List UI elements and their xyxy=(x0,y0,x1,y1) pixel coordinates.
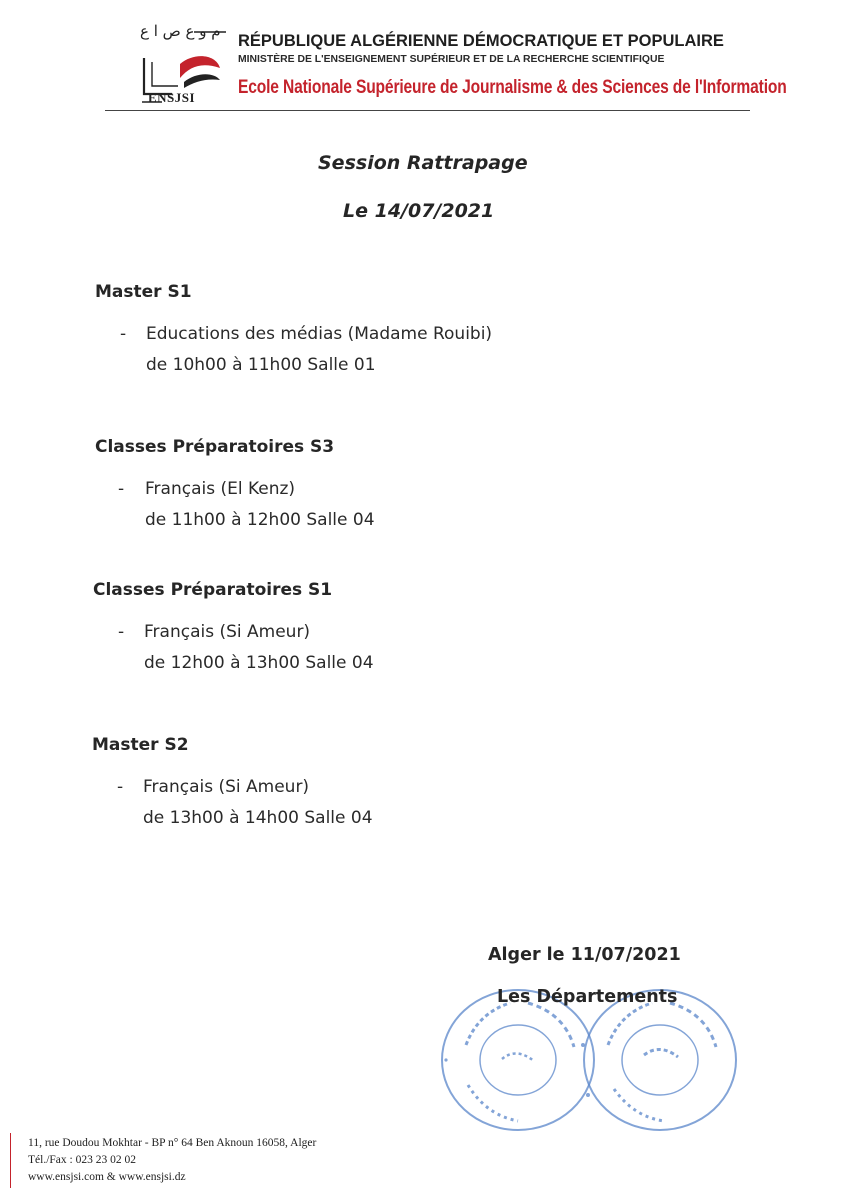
exam-subject: Educations des médias (Madame Rouibi) xyxy=(146,324,493,344)
logo-arabic-text: م و ع ص ا ع xyxy=(140,22,221,40)
signature-departments: Les Départements xyxy=(497,987,678,1007)
footer-address: 11, rue Doudou Mokhtar - BP n° 64 Ben Aknoun 16058, Alger xyxy=(28,1137,317,1149)
logo-acronym: ENSJSI xyxy=(148,90,196,105)
exam-schedule: de 12h00 à 13h00 Salle 04 xyxy=(144,653,374,673)
signature-place-date: Alger le 11/07/2021 xyxy=(488,945,681,965)
list-bullet: - xyxy=(118,479,125,499)
list-bullet: - xyxy=(117,777,124,797)
list-bullet: - xyxy=(120,324,127,344)
footer-website: www.ensjsi.com & www.ensjsi.dz xyxy=(28,1171,186,1183)
exam-subject: Français (Si Ameur) xyxy=(143,777,310,797)
exam-schedule: de 10h00 à 11h00 Salle 01 xyxy=(146,355,376,375)
section-heading: Master S1 xyxy=(95,282,192,302)
exam-subject: Français (Si Ameur) xyxy=(144,622,311,642)
official-stamp-icon xyxy=(438,985,738,1135)
exam-subject: Français (El Kenz) xyxy=(145,479,296,499)
session-date: Le 14/07/2021 xyxy=(343,200,495,222)
footer-accent-bar xyxy=(10,1133,11,1188)
exam-schedule: de 11h00 à 12h00 Salle 04 xyxy=(145,510,375,530)
exam-schedule: de 13h00 à 14h00 Salle 04 xyxy=(143,808,373,828)
list-bullet: - xyxy=(118,622,125,642)
section-heading: Classes Préparatoires S3 xyxy=(95,437,335,457)
header-school-name: Ecole Nationale Supérieure de Journalisme & des Sciences de l'Information xyxy=(238,76,787,98)
section-heading: Master S2 xyxy=(92,735,189,755)
section-heading: Classes Préparatoires S1 xyxy=(93,580,333,600)
session-title: Session Rattrapage xyxy=(318,152,528,174)
header-divider xyxy=(105,110,750,111)
header-republic: RÉPUBLIQUE ALGÉRIENNE DÉMOCRATIQUE ET POPULAIRE xyxy=(238,32,724,50)
footer-phone: Tél./Fax : 023 23 02 02 xyxy=(28,1154,136,1166)
header-ministry: MINISTÈRE DE L'ENSEIGNEMENT SUPÉRIEUR ET DE LA RECHERCHE SCIENTIFIQUE xyxy=(238,54,665,65)
